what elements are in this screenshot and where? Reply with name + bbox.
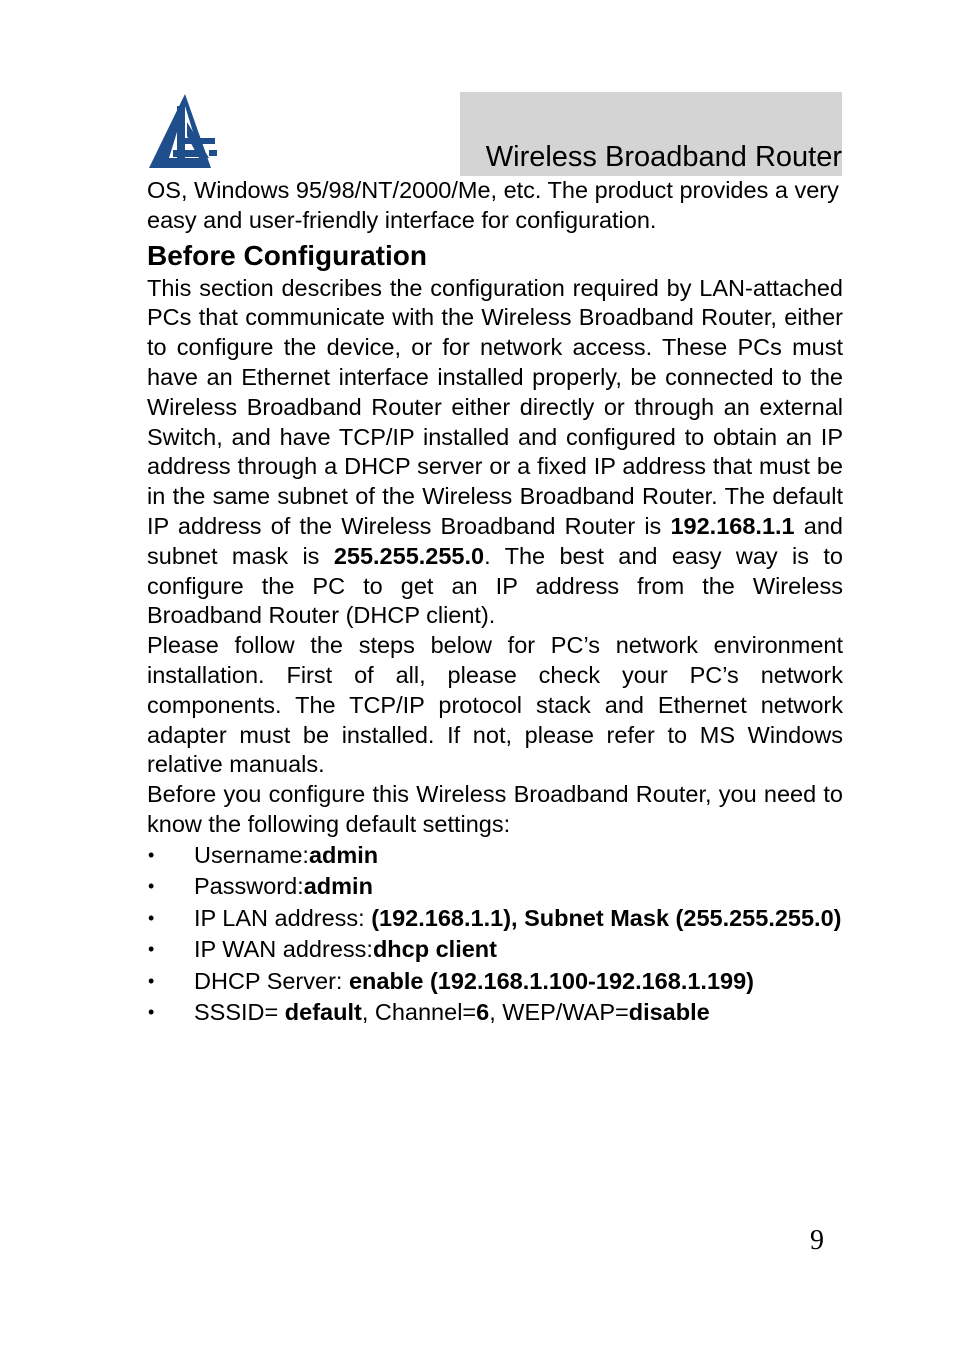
list-item-username bbox=[147, 840, 843, 870]
list-item-lan-address bbox=[147, 903, 843, 933]
setting-label: IP WAN address: bbox=[194, 936, 373, 963]
setting-label: IP LAN address: bbox=[194, 904, 372, 931]
setting-value: default bbox=[284, 999, 362, 1026]
header-title: Wireless Broadband Router bbox=[485, 141, 842, 173]
configuration-paragraph bbox=[147, 274, 843, 632]
setting-value: enable (192.168.1.100-192.168.1.199) bbox=[348, 967, 754, 994]
setting-label: SSSID= bbox=[194, 999, 285, 1026]
setting-value: disable bbox=[628, 999, 710, 1026]
intro-paragraph: OS, Windows 95/98/NT/2000/Me, etc. The product provides a very easy and user-friendly interface for configuration. bbox=[147, 177, 839, 233]
paragraph-text: . The best and easy way is to configure the PC to get an IP address from the Wireless Broadband Router (DHCP client). bbox=[147, 542, 843, 629]
bullet-icon: • bbox=[148, 939, 155, 960]
bullet-icon: • bbox=[148, 970, 155, 991]
document-body bbox=[147, 176, 843, 1029]
bullet-icon: • bbox=[148, 1002, 155, 1023]
page-number: 9 bbox=[810, 1225, 824, 1256]
setting-label: , WEP/WAP= bbox=[489, 999, 629, 1026]
list-item-ssid bbox=[147, 997, 843, 1027]
setting-value: 6 bbox=[476, 999, 490, 1026]
defaults-intro-paragraph: Before you configure this Wireless Broadband Router, you need to know the following default settings: bbox=[147, 781, 843, 837]
setting-label: DHCP Server: bbox=[194, 967, 349, 994]
setting-value: (192.168.1.1), Subnet Mask (255.255.255.0) bbox=[371, 904, 842, 931]
bullet-icon: • bbox=[148, 844, 155, 865]
list-item-password bbox=[147, 871, 843, 901]
paragraph-text: This section describes the configuration required by LAN-attached PCs that communicate with the Wireless Broadband Router, either to configure the device, or for network access. These PCs must have an Ethernet interface installed properly, be connected to the Wireless Broadband Router either directly or through an external Switch, and have TCP/IP installed and configured to obtain an IP address through a DHCP server or a fixed IP address that must be in the same subnet of the Wireless Broadband Router. The default IP address of the Wireless Broadband Router is bbox=[147, 274, 843, 539]
section-heading: Before Configuration bbox=[147, 239, 427, 271]
setting-value: admin bbox=[308, 841, 379, 868]
bullet-icon: • bbox=[148, 907, 155, 928]
setting-label: Password: bbox=[194, 873, 304, 900]
atlantis-triangle-logo-icon bbox=[147, 92, 217, 170]
bullet-icon: • bbox=[148, 876, 155, 897]
setting-value: admin bbox=[303, 873, 373, 900]
default-ip-address: 192.168.1.1 bbox=[670, 512, 795, 539]
list-item-dhcp-server bbox=[147, 966, 843, 996]
default-subnet-mask: 255.255.255.0 bbox=[333, 542, 485, 569]
setting-label: , Channel= bbox=[361, 999, 477, 1026]
list-item-wan-address bbox=[147, 934, 843, 964]
paragraph-text: and subnet mask is bbox=[147, 512, 843, 569]
installation-paragraph: Please follow the steps below for PC’s network environment installation. First of all, please check your PC’s network components. The TCP/IP protocol stack and Ethernet network adapter must be installed. If not, please refer to MS Windows relative manuals. bbox=[147, 632, 843, 778]
setting-value: dhcp client bbox=[372, 936, 497, 963]
default-settings-list bbox=[147, 840, 843, 1028]
setting-label: Username: bbox=[194, 841, 309, 868]
